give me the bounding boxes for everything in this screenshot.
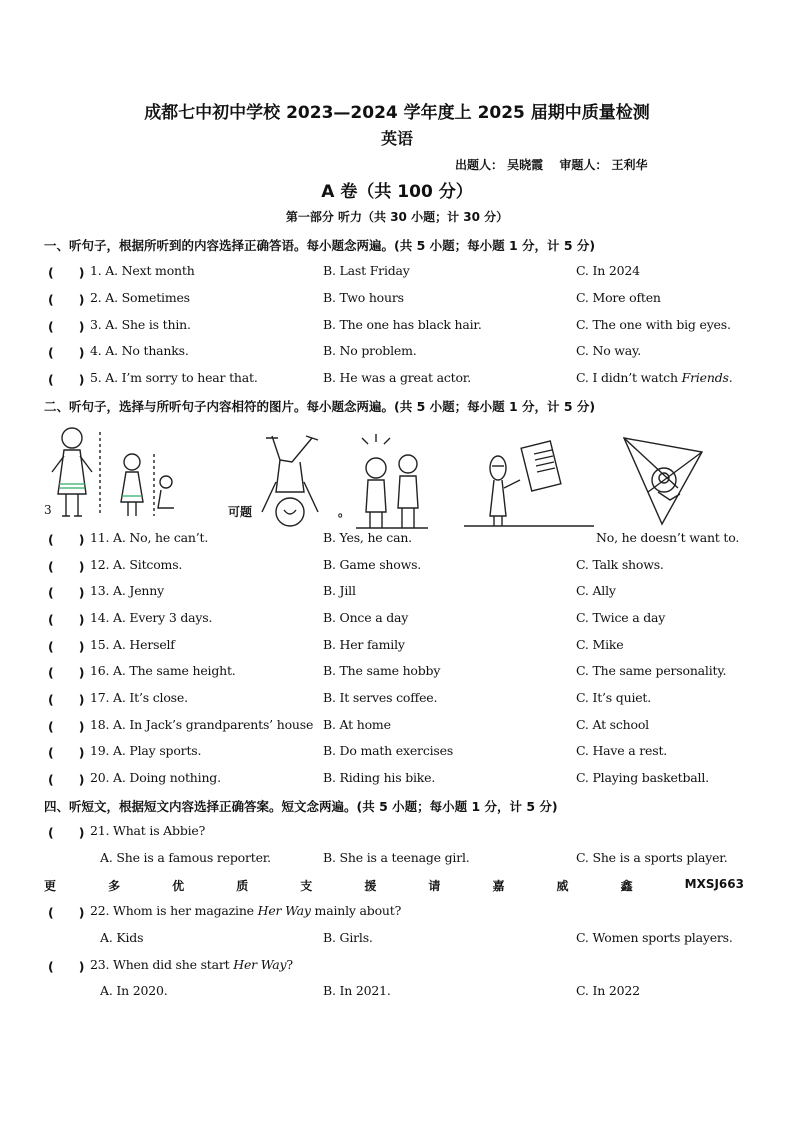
- option-c: [576, 370, 733, 385]
- answer-bracket[interactable]: ( ): [48, 825, 85, 840]
- answer-bracket[interactable]: ( ): [48, 345, 85, 360]
- answer-bracket[interactable]: ( ): [48, 265, 85, 280]
- option-a: 11. A. No, he can’t.: [90, 530, 209, 545]
- answer-bracket[interactable]: ( ): [48, 692, 85, 707]
- question-stem: [90, 957, 293, 972]
- option-a: 5. A. I’m sorry to hear that.: [90, 370, 258, 385]
- answer-bracket[interactable]: ( ): [48, 745, 85, 760]
- option-a: 19. A. Play sports.: [90, 743, 202, 758]
- option-b: B. The one has black hair.: [323, 317, 482, 332]
- option-c-text: C. I didn’t watch: [576, 370, 682, 385]
- promo-char: 请: [428, 879, 441, 893]
- answer-bracket[interactable]: ( ): [48, 639, 85, 654]
- picture-two-boys: [356, 432, 428, 532]
- section-1-heading: 一、听句子，根据所听到的内容选择正确答语。每小题念两遍。(共 5 小题；每小题 1 分，计 5 分): [44, 238, 596, 253]
- exam-subject: 英语: [380, 129, 413, 148]
- promo-char: 支: [300, 879, 313, 893]
- option-a: 16. A. The same height.: [90, 663, 236, 678]
- option-b: B. At home: [323, 717, 391, 732]
- answer-bracket[interactable]: ( ): [48, 772, 85, 787]
- option-b: B. Once a day: [323, 610, 409, 625]
- section-2-heading: 二、听句子，选择与所听句子内容相符的图片。每小题念两遍。(共 5 小题；每小题 1 分，计 5 分): [44, 399, 596, 414]
- option-b: B. He was a great actor.: [323, 370, 471, 385]
- promo-line: [44, 877, 744, 894]
- stem-text: ?: [286, 957, 293, 972]
- option-c: C. It’s quiet.: [576, 690, 652, 705]
- option-b: B. Her family: [323, 637, 405, 652]
- option-a: 13. A. Jenny: [90, 583, 164, 598]
- promo-char: 嘉: [492, 879, 505, 893]
- option-a: A. She is a famous reporter.: [100, 850, 271, 865]
- occluded-fragment: 3: [44, 503, 52, 517]
- option-c: No, he doesn’t want to.: [596, 530, 740, 545]
- option-b: B. Riding his bike.: [323, 770, 436, 785]
- stem-italic: Her Way: [233, 957, 287, 972]
- picture-hang-glider: [618, 432, 708, 526]
- stem-text: 22. Whom is her magazine: [90, 903, 258, 918]
- option-b: B. She is a teenage girl.: [323, 850, 470, 865]
- option-c: C. The one with big eyes.: [576, 317, 731, 332]
- stem-text: mainly about?: [310, 903, 402, 918]
- option-b: B. Jill: [323, 583, 356, 598]
- option-c: C. Twice a day: [576, 610, 666, 625]
- picture-man-with-clipboard: [464, 436, 594, 528]
- option-a: 1. A. Next month: [90, 263, 195, 278]
- option-a: 18. A. In Jack’s grandparents’ house: [90, 717, 314, 732]
- answer-bracket[interactable]: ( ): [48, 532, 85, 547]
- part-one-heading: 第一部分 听力（共 30 小题；计 30 分）: [285, 210, 509, 224]
- answer-bracket[interactable]: ( ): [48, 612, 85, 627]
- option-b: B. Game shows.: [323, 557, 422, 572]
- picture-height-comparison: [44, 424, 174, 522]
- option-a: 17. A. It’s close.: [90, 690, 188, 705]
- question-stem: [90, 903, 401, 918]
- option-c: C. At school: [576, 717, 649, 732]
- option-b: B. Girls.: [323, 930, 373, 945]
- paper-a-heading: A 卷（共 100 分）: [321, 182, 473, 202]
- option-c: C. Talk shows.: [576, 557, 664, 572]
- option-c-italic: Friends.: [681, 370, 733, 385]
- option-a: 12. A. Sitcoms.: [90, 557, 183, 572]
- option-c: C. She is a sports player.: [576, 850, 728, 865]
- stem-text: 23. When did she start: [90, 957, 234, 972]
- option-b: B. In 2021.: [323, 983, 391, 998]
- answer-bracket[interactable]: ( ): [48, 292, 85, 307]
- answer-bracket[interactable]: ( ): [48, 319, 85, 334]
- option-a: 14. A. Every 3 days.: [90, 610, 213, 625]
- question-stem: 21. What is Abbie?: [90, 823, 206, 838]
- option-c: C. Playing basketball.: [576, 770, 709, 785]
- option-a: 3. A. She is thin.: [90, 317, 191, 332]
- option-c: C. Have a rest.: [576, 743, 668, 758]
- promo-char: 鑫: [620, 879, 633, 893]
- option-c: C. Women sports players.: [576, 930, 733, 945]
- promo-char: 多: [108, 879, 121, 893]
- section-4-heading: 四、听短文，根据短文内容选择正确答案。短文念两遍。(共 5 小题；每小题 1 分，计 5 分): [44, 799, 558, 814]
- option-a: 15. A. Herself: [90, 637, 175, 652]
- option-b: B. Yes, he can.: [323, 530, 412, 545]
- promo-char: 优: [172, 879, 185, 893]
- option-c: C. Ally: [576, 583, 616, 598]
- promo-char: 援: [364, 879, 377, 893]
- option-c: C. The same personality.: [576, 663, 727, 678]
- option-b: B. No problem.: [323, 343, 417, 358]
- promo-char: 更: [44, 879, 57, 893]
- promo-char: 质: [236, 879, 249, 893]
- option-c: C. Mike: [576, 637, 624, 652]
- stem-italic: Her Way: [257, 903, 311, 918]
- option-c: C. No way.: [576, 343, 642, 358]
- answer-bracket[interactable]: ( ): [48, 959, 85, 974]
- option-b: B. It serves coffee.: [323, 690, 438, 705]
- option-b: B. The same hobby: [323, 663, 441, 678]
- option-a: A. Kids: [100, 930, 144, 945]
- answer-bracket[interactable]: ( ): [48, 372, 85, 387]
- occluded-fragment: 可题: [228, 505, 253, 519]
- option-b: B. Last Friday: [323, 263, 410, 278]
- option-c: C. More often: [576, 290, 661, 305]
- answer-bracket[interactable]: ( ): [48, 559, 85, 574]
- option-a: 4. A. No thanks.: [90, 343, 189, 358]
- option-a: 20. A. Doing nothing.: [90, 770, 221, 785]
- exam-title: 成都七中初中学校 2023—2024 学年度上 2025 届期中质量检测: [144, 103, 650, 123]
- option-c: C. In 2022: [576, 983, 640, 998]
- answer-bracket[interactable]: ( ): [48, 665, 85, 680]
- option-a: 2. A. Sometimes: [90, 290, 190, 305]
- option-c: C. In 2024: [576, 263, 640, 278]
- option-b: B. Do math exercises: [323, 743, 454, 758]
- answer-bracket[interactable]: ( ): [48, 719, 85, 734]
- promo-code: MXSJ663: [684, 877, 744, 891]
- picture-handstand-boy: [252, 432, 332, 532]
- exam-setters: 出题人： 吴晓霞 审题人： 王利华: [455, 158, 648, 172]
- promo-char: 威: [556, 879, 569, 893]
- option-a: A. In 2020.: [100, 983, 168, 998]
- answer-bracket[interactable]: ( ): [48, 905, 85, 920]
- occluded-fragment: 。: [338, 505, 351, 519]
- option-b: B. Two hours: [323, 290, 404, 305]
- answer-bracket[interactable]: ( ): [48, 585, 85, 600]
